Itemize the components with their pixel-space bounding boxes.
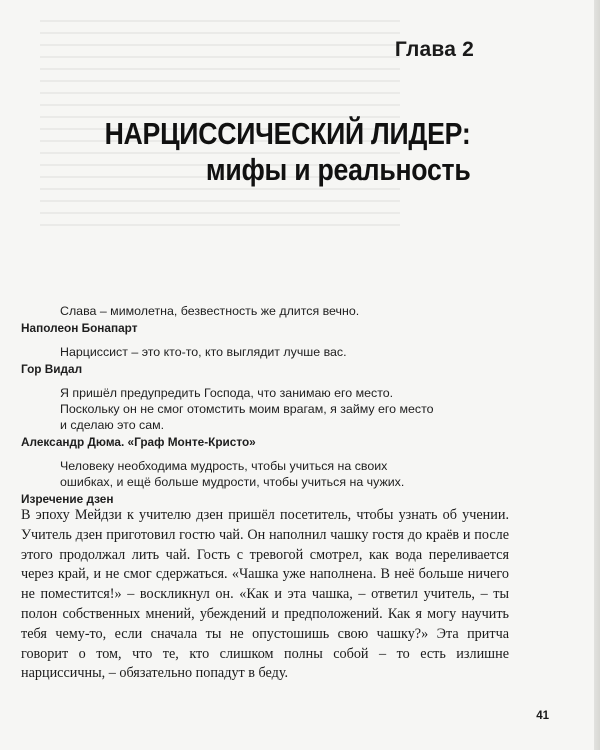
epigraphs [21,303,441,515]
epigraph-author: Александр Дюма. «Граф Монте-Кристо» [21,435,256,449]
epigraph-quote: Человеку необходима мудрость, чтобы учиться на своих ошибках, и ещё больше мудрости, чтобы учиться на чужих. [60,459,405,489]
chapter-title-line-1: НАРЦИССИЧЕСКИЙ ЛИДЕР: [104,116,470,151]
chapter-label: Глава 2 [394,38,474,61]
epigraph-author: Наполеон Бонапарт [21,321,138,335]
body-text [21,506,509,684]
epigraph-quote: Я пришёл предупредить Господа, что занимаю его место. Поскольку он не смог отомстить моим врагам, я займу его место и сделаю это сам. [60,386,434,432]
body-paragraph: В эпоху Мейдзи к учителю дзен пришёл посетитель, чтобы узнать об учении. Учитель дзен приготовил гостю чай. Он наполнил чашку гостя до краёв и после этого продолжал лить чай. Гость с тревогой смотрел, как вода переливается через край, и не смог сдержаться. «Чашка уже наполнена. В неё больше ничего не поместится!» – воскликнул он. «Как и эта чашка, – ответил учитель, – ты полон собственных мнений, убеждений и предположений. Как я могу научить тебя чему-то, если сначала ты не опустошишь свою чашку?» Эта притча говорит о том, что те, кто слишком полны собой – то есть излишне нарциссичны, – обязательно попадут в беду. [21,507,509,682]
page-edge [594,0,600,750]
chapter-title [104,116,470,188]
epigraph-quote: Нарциссист – это кто-то, кто выглядит лучше вас. [60,345,347,359]
chapter-title-line-2: мифы и реальность [205,152,471,187]
page-number: 41 [536,710,549,722]
epigraph-author: Гор Видал [21,362,83,376]
epigraph-author: Изречение дзен [21,492,114,506]
epigraph-quote: Слава – мимолетна, безвестность же длится вечно. [60,304,360,318]
